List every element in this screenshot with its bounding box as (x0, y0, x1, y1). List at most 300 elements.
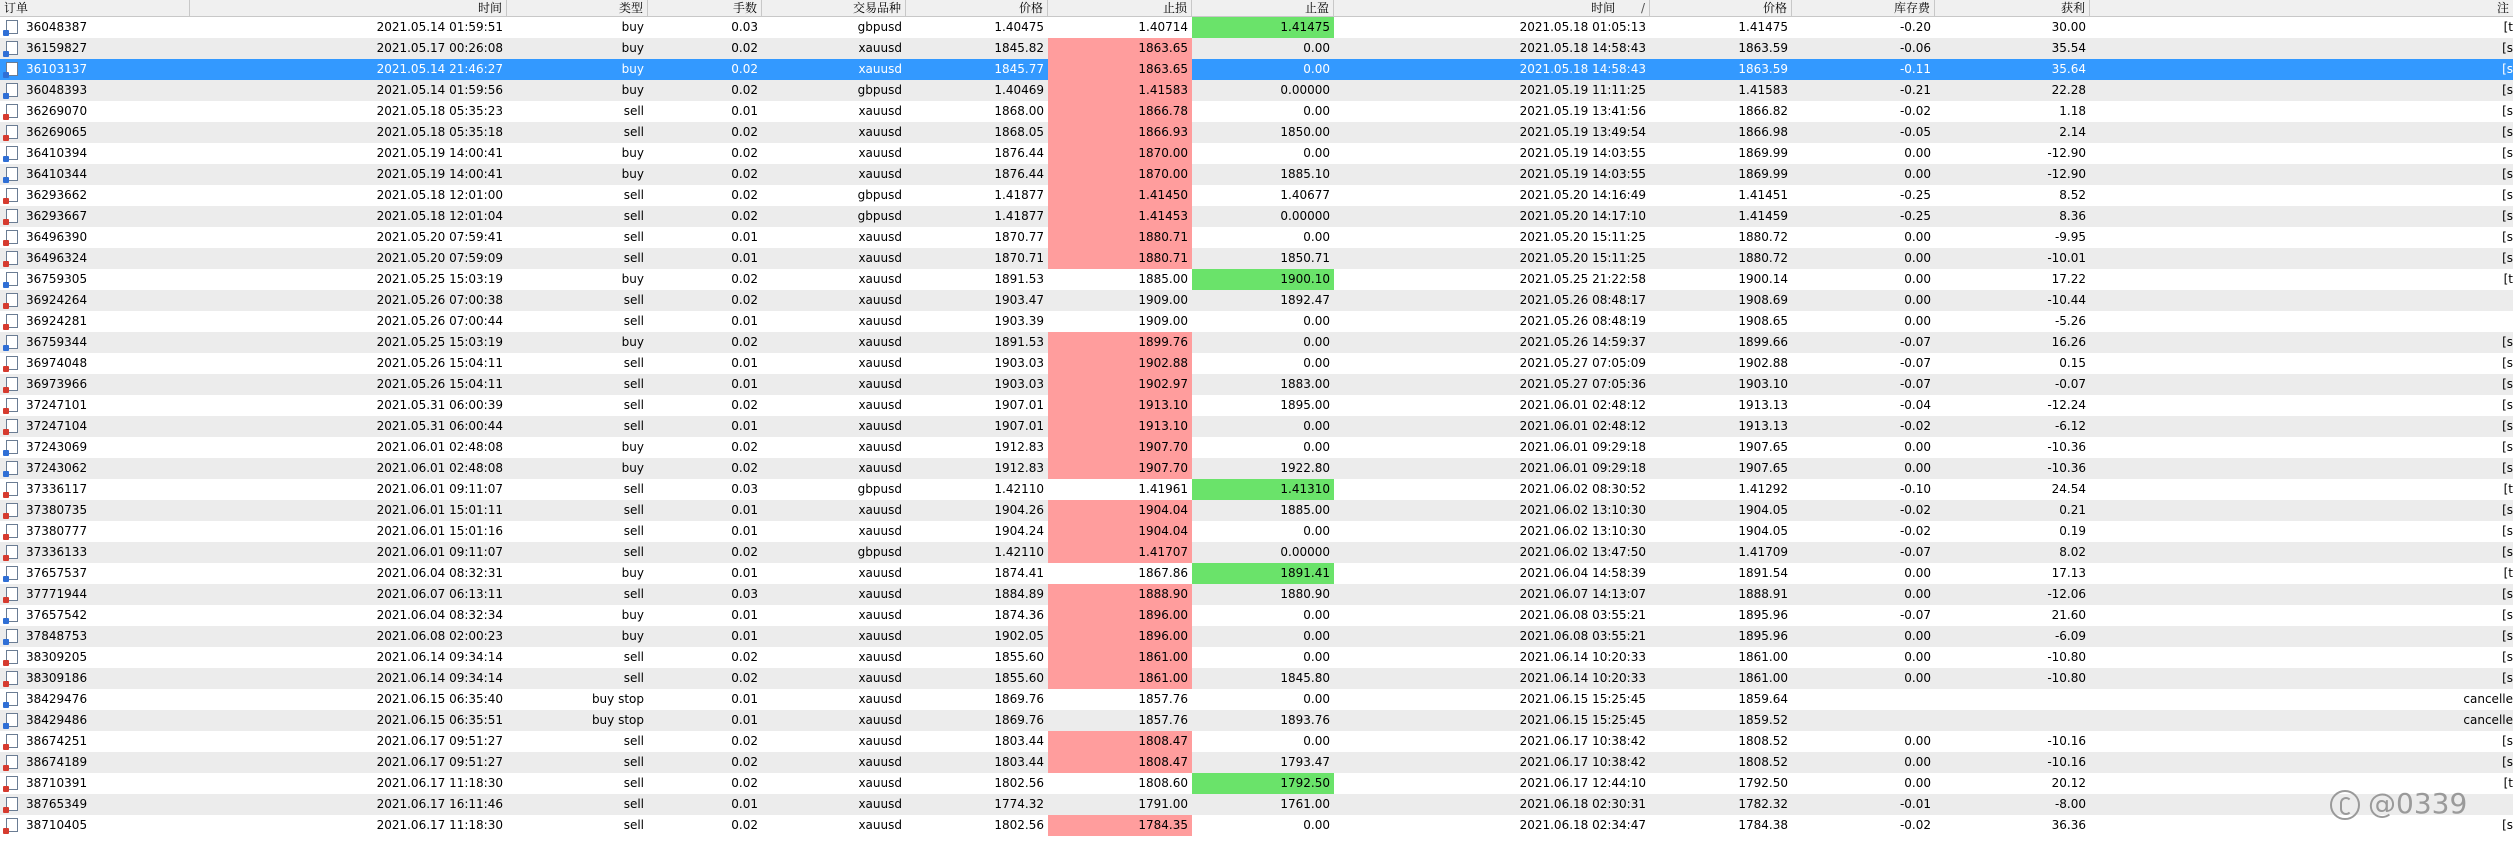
symbol-cell: xauusd (858, 650, 902, 664)
profit-cell: -10.80 (2047, 650, 2086, 664)
stop-loss-cell: 1913.10 (1048, 395, 1192, 416)
type-cell: buy (621, 461, 644, 475)
close-time-cell: 2021.06.01 09:29:18 (1519, 461, 1646, 475)
symbol-cell: gbpusd (857, 482, 902, 496)
open-time-cell: 2021.05.18 05:35:18 (376, 125, 503, 139)
comment-cell: [s (2502, 41, 2513, 55)
stop-loss-cell: 1857.76 (1138, 692, 1188, 706)
close-price-cell: 1869.99 (1738, 146, 1788, 160)
close-time-cell: 2021.05.18 01:05:13 (1519, 20, 1646, 34)
table-row[interactable] (0, 458, 2513, 479)
symbol-cell: xauusd (858, 608, 902, 622)
header-profit[interactable]: 获利 (1935, 0, 2090, 16)
close-price-cell: 1.41451 (1738, 188, 1788, 202)
swap-cell: 0.00 (1904, 146, 1931, 160)
table-row[interactable] (0, 563, 2513, 584)
type-cell: buy (621, 62, 644, 76)
take-profit-cell: 0.00 (1303, 104, 1330, 118)
open-time-cell: 2021.05.26 07:00:38 (376, 293, 503, 307)
take-profit-cell: 1.40677 (1280, 188, 1330, 202)
comment-cell: [s (2502, 335, 2513, 349)
lots-cell: 0.01 (731, 524, 758, 538)
lots-cell: 0.02 (731, 146, 758, 160)
order-cell: 37336133 (26, 545, 88, 559)
symbol-cell: xauusd (858, 797, 902, 811)
open-price-cell: 1774.32 (994, 797, 1044, 811)
take-profit-cell: 1893.76 (1280, 713, 1330, 727)
watermark-text: @0339 (2368, 787, 2468, 820)
table-row[interactable] (0, 416, 2513, 437)
comment-cell: [s (2502, 650, 2513, 664)
close-time-cell: 2021.06.02 13:10:30 (1519, 524, 1646, 538)
order-cell: 38710391 (26, 776, 88, 790)
profit-cell (1935, 710, 2090, 731)
open-price-cell: 1904.26 (994, 503, 1044, 517)
header-lots[interactable]: 手数 (648, 0, 762, 16)
symbol-cell: xauusd (858, 104, 902, 118)
swap-cell: 0.00 (1904, 167, 1931, 181)
table-row[interactable] (0, 647, 2513, 668)
profit-cell: 22.28 (2051, 83, 2086, 97)
symbol-cell: xauusd (858, 524, 902, 538)
close-price-cell: 1903.10 (1738, 377, 1788, 391)
take-profit-cell: 0.00 (1303, 62, 1330, 76)
open-price-cell: 1803.44 (994, 755, 1044, 769)
open-price-cell: 1903.03 (994, 377, 1044, 391)
order-cell: 37380777 (26, 524, 88, 538)
stop-loss-cell: 1885.00 (1138, 272, 1188, 286)
table-row[interactable] (0, 500, 2513, 521)
close-price-cell: 1895.96 (1738, 608, 1788, 622)
lots-cell: 0.01 (731, 713, 758, 727)
open-time-cell: 2021.05.26 15:04:11 (376, 356, 503, 370)
open-price-cell: 1912.83 (994, 461, 1044, 475)
comment-cell: [s (2502, 440, 2513, 454)
take-profit-cell: 1880.90 (1280, 587, 1330, 601)
close-time-cell: 2021.06.02 13:47:50 (1519, 545, 1646, 559)
type-cell: sell (623, 209, 644, 223)
swap-cell: 0.00 (1904, 755, 1931, 769)
open-price-cell: 1903.47 (994, 293, 1044, 307)
open-time-cell: 2021.05.19 14:00:41 (376, 167, 503, 181)
take-profit-cell: 0.00 (1303, 41, 1330, 55)
open-price-cell: 1803.44 (994, 734, 1044, 748)
symbol-cell: xauusd (858, 713, 902, 727)
lots-cell: 0.02 (731, 272, 758, 286)
stop-loss-cell: 1909.00 (1138, 293, 1188, 307)
close-time-cell: 2021.05.20 14:17:10 (1519, 209, 1646, 223)
open-time-cell: 2021.05.26 07:00:44 (376, 314, 503, 328)
symbol-cell: xauusd (858, 461, 902, 475)
table-row[interactable] (0, 164, 2513, 185)
take-profit-cell: 1850.00 (1280, 125, 1330, 139)
table-row[interactable] (0, 206, 2513, 227)
open-time-cell: 2021.06.04 08:32:34 (376, 608, 503, 622)
close-price-cell: 1866.82 (1738, 104, 1788, 118)
profit-cell: -12.90 (2047, 167, 2086, 181)
lots-cell: 0.01 (731, 503, 758, 517)
close-price-cell: 1907.65 (1738, 461, 1788, 475)
open-time-cell: 2021.05.20 07:59:09 (376, 251, 503, 265)
take-profit-cell: 1883.00 (1280, 377, 1330, 391)
take-profit-cell: 1.41475 (1192, 17, 1334, 38)
open-price-cell: 1904.24 (994, 524, 1044, 538)
close-time-cell: 2021.05.19 13:49:54 (1519, 125, 1646, 139)
table-row[interactable] (0, 80, 2513, 101)
profit-cell: -10.36 (2047, 440, 2086, 454)
close-price-cell: 1908.65 (1738, 314, 1788, 328)
type-cell: sell (623, 398, 644, 412)
symbol-cell: xauusd (858, 167, 902, 181)
type-cell: sell (623, 230, 644, 244)
table-header (0, 0, 2513, 17)
open-time-cell: 2021.05.26 15:04:11 (376, 377, 503, 391)
take-profit-cell: 0.00000 (1280, 545, 1330, 559)
order-cell: 38309205 (26, 650, 88, 664)
swap-cell: -0.02 (1899, 503, 1931, 517)
open-time-cell: 2021.06.04 08:32:31 (376, 566, 503, 580)
table-row[interactable] (0, 332, 2513, 353)
type-cell: sell (623, 776, 644, 790)
comment-cell: [s (2502, 356, 2513, 370)
swap-cell: 0.00 (1904, 629, 1931, 643)
table-row[interactable] (0, 311, 2513, 332)
header-sl[interactable]: 止损 (1048, 0, 1192, 16)
type-cell: sell (623, 503, 644, 517)
open-time-cell: 2021.05.31 06:00:44 (376, 419, 503, 433)
stop-loss-cell: 1896.00 (1048, 605, 1192, 626)
lots-cell: 0.02 (731, 671, 758, 685)
table-row[interactable] (0, 668, 2513, 689)
comment-cell: [s (2502, 377, 2513, 391)
swap-cell: -0.07 (1899, 545, 1931, 559)
open-price-cell: 1907.01 (994, 398, 1044, 412)
open-price-cell: 1874.41 (994, 566, 1044, 580)
close-price-cell: 1859.64 (1738, 692, 1788, 706)
table-row[interactable] (0, 17, 2513, 38)
type-cell: sell (623, 419, 644, 433)
header-open-time[interactable]: 时间 (190, 0, 507, 16)
comment-cell: [s (2502, 818, 2513, 832)
stop-loss-cell: 1863.65 (1048, 38, 1192, 59)
header-swap[interactable]: 库存费 (1792, 0, 1935, 16)
table-row[interactable] (0, 269, 2513, 290)
order-cell: 36924281 (26, 314, 88, 328)
symbol-cell: xauusd (858, 629, 902, 643)
table-row[interactable] (0, 374, 2513, 395)
lots-cell: 0.02 (731, 293, 758, 307)
open-time-cell: 2021.05.14 01:59:51 (376, 20, 503, 34)
type-cell: sell (623, 125, 644, 139)
open-price-cell: 1868.05 (994, 125, 1044, 139)
take-profit-cell: 0.00 (1303, 818, 1330, 832)
comment-cell: [t (2503, 566, 2513, 580)
close-price-cell: 1.41583 (1738, 83, 1788, 97)
profit-cell: -10.80 (2047, 671, 2086, 685)
lots-cell: 0.02 (731, 167, 758, 181)
stop-loss-cell: 1808.47 (1048, 731, 1192, 752)
lots-cell: 0.02 (731, 755, 758, 769)
close-price-cell: 1904.05 (1738, 503, 1788, 517)
close-time-cell: 2021.05.26 08:48:19 (1519, 314, 1646, 328)
close-price-cell: 1880.72 (1738, 251, 1788, 265)
type-cell: sell (623, 356, 644, 370)
lots-cell: 0.02 (731, 440, 758, 454)
profit-cell: 35.64 (2051, 62, 2086, 76)
header-tp[interactable]: 止盈 (1192, 0, 1334, 16)
stop-loss-cell: 1.40714 (1138, 20, 1188, 34)
header-open-price[interactable]: 价格 (906, 0, 1048, 16)
header-close-price[interactable]: 价格 (1650, 0, 1792, 16)
header-symbol[interactable]: 交易品种 (762, 0, 906, 16)
comment-cell: [s (2502, 419, 2513, 433)
take-profit-cell: 0.00 (1303, 692, 1330, 706)
swap-cell: -0.07 (1899, 377, 1931, 391)
open-time-cell: 2021.05.14 21:46:27 (376, 62, 503, 76)
swap-cell (1792, 689, 1935, 710)
table-row[interactable] (0, 710, 2513, 731)
close-price-cell: 1.41709 (1738, 545, 1788, 559)
type-cell: sell (623, 755, 644, 769)
comment-cell: [t (2503, 20, 2513, 34)
symbol-cell: xauusd (858, 398, 902, 412)
header-comment[interactable]: 注 (2496, 1, 2509, 15)
open-time-cell: 2021.05.31 06:00:39 (376, 398, 503, 412)
take-profit-cell: 0.00 (1303, 650, 1330, 664)
open-time-cell: 2021.06.17 11:18:30 (376, 776, 503, 790)
open-time-cell: 2021.06.01 09:11:07 (376, 482, 503, 496)
take-profit-cell: 1792.50 (1192, 773, 1334, 794)
table-row[interactable] (0, 479, 2513, 500)
take-profit-cell: 1761.00 (1280, 797, 1330, 811)
order-cell: 37336117 (26, 482, 88, 496)
table-row[interactable] (0, 59, 2513, 80)
stop-loss-cell: 1913.10 (1048, 416, 1192, 437)
stop-loss-cell: 1907.70 (1048, 458, 1192, 479)
swap-cell: -0.25 (1899, 209, 1931, 223)
close-price-cell: 1866.98 (1738, 125, 1788, 139)
lots-cell: 0.01 (731, 104, 758, 118)
symbol-cell: xauusd (858, 818, 902, 832)
close-price-cell: 1913.13 (1738, 398, 1788, 412)
stop-loss-cell: 1880.71 (1048, 227, 1192, 248)
close-price-cell: 1808.52 (1738, 755, 1788, 769)
table-row[interactable] (0, 290, 2513, 311)
profit-cell: -10.01 (2047, 251, 2086, 265)
table-row[interactable] (0, 38, 2513, 59)
close-time-cell: 2021.06.14 10:20:33 (1519, 650, 1646, 664)
open-price-cell: 1884.89 (994, 587, 1044, 601)
table-row[interactable] (0, 773, 2513, 794)
table-row[interactable] (0, 395, 2513, 416)
table-row[interactable] (0, 353, 2513, 374)
open-price-cell: 1870.71 (994, 251, 1044, 265)
type-cell: sell (623, 293, 644, 307)
open-price-cell: 1903.39 (994, 314, 1044, 328)
symbol-cell: xauusd (858, 272, 902, 286)
profit-cell: 17.13 (2051, 566, 2086, 580)
profit-cell: -10.16 (2047, 734, 2086, 748)
lots-cell: 0.02 (731, 545, 758, 559)
stop-loss-cell: 1808.47 (1048, 752, 1192, 773)
swap-cell: 0.00 (1904, 293, 1931, 307)
comment-cell: cancelle (2463, 692, 2513, 706)
open-price-cell: 1845.77 (994, 62, 1044, 76)
take-profit-cell: 0.00 (1303, 335, 1330, 349)
type-cell: sell (623, 188, 644, 202)
open-price-cell: 1.42110 (994, 545, 1044, 559)
swap-cell: -0.07 (1899, 608, 1931, 622)
table-row[interactable] (0, 626, 2513, 647)
table-row[interactable] (0, 521, 2513, 542)
profit-cell: 0.15 (2059, 356, 2086, 370)
comment-cell: [s (2502, 83, 2513, 97)
open-time-cell: 2021.05.25 15:03:19 (376, 335, 503, 349)
swap-cell (1792, 710, 1935, 731)
close-price-cell: 1895.96 (1738, 629, 1788, 643)
table-row[interactable] (0, 794, 2513, 815)
table-row[interactable] (0, 605, 2513, 626)
order-cell: 36974048 (26, 356, 88, 370)
header-order[interactable]: 订单 (0, 0, 190, 16)
open-time-cell: 2021.06.14 09:34:14 (376, 671, 503, 685)
take-profit-cell: 0.00 (1303, 608, 1330, 622)
symbol-cell: gbpusd (857, 20, 902, 34)
stop-loss-cell: 1896.00 (1048, 626, 1192, 647)
stop-loss-cell: 1863.65 (1048, 59, 1192, 80)
lots-cell: 0.02 (731, 335, 758, 349)
order-cell: 37771944 (26, 587, 88, 601)
open-price-cell: 1.41877 (994, 188, 1044, 202)
table-row[interactable] (0, 101, 2513, 122)
table-row[interactable] (0, 248, 2513, 269)
table-row[interactable] (0, 227, 2513, 248)
table-row[interactable] (0, 731, 2513, 752)
table-row[interactable] (0, 815, 2513, 836)
open-price-cell: 1891.53 (994, 335, 1044, 349)
symbol-cell: xauusd (858, 692, 902, 706)
stop-loss-cell: 1904.04 (1048, 521, 1192, 542)
take-profit-cell: 0.00 (1303, 230, 1330, 244)
take-profit-cell: 1885.10 (1280, 167, 1330, 181)
stop-loss-cell: 1902.97 (1048, 374, 1192, 395)
lots-cell: 0.01 (731, 419, 758, 433)
take-profit-cell: 1845.80 (1280, 671, 1330, 685)
profit-cell: -6.09 (2054, 629, 2086, 643)
table-row[interactable] (0, 122, 2513, 143)
order-cell: 38674189 (26, 755, 88, 769)
close-price-cell: 1861.00 (1738, 650, 1788, 664)
profit-cell: 20.12 (2051, 776, 2086, 790)
order-cell: 38674251 (26, 734, 88, 748)
order-cell: 36269070 (26, 104, 88, 118)
open-time-cell: 2021.06.01 15:01:11 (376, 503, 503, 517)
open-price-cell: 1907.01 (994, 419, 1044, 433)
close-time-cell: 2021.06.08 03:55:21 (1519, 608, 1646, 622)
open-time-cell: 2021.06.01 02:48:08 (376, 440, 503, 454)
type-cell: buy stop (591, 692, 644, 706)
profit-cell: 8.52 (2059, 188, 2086, 202)
table-row[interactable] (0, 185, 2513, 206)
table-row[interactable] (0, 689, 2513, 710)
order-cell: 37247104 (26, 419, 88, 433)
stop-loss-cell: 1904.04 (1048, 500, 1192, 521)
type-cell: buy (621, 41, 644, 55)
symbol-cell: xauusd (858, 377, 902, 391)
header-close-time[interactable] (1334, 0, 1650, 16)
open-time-cell: 2021.06.14 09:34:14 (376, 650, 503, 664)
profit-cell: -12.90 (2047, 146, 2086, 160)
header-type[interactable]: 类型 (507, 0, 648, 16)
symbol-cell: xauusd (858, 419, 902, 433)
profit-cell: -6.12 (2054, 419, 2086, 433)
symbol-cell: gbpusd (857, 209, 902, 223)
swap-cell: -0.02 (1899, 419, 1931, 433)
close-price-cell: 1899.66 (1738, 335, 1788, 349)
take-profit-cell: 1891.41 (1192, 563, 1334, 584)
close-time-cell: 2021.05.19 13:41:56 (1519, 104, 1646, 118)
symbol-cell: xauusd (858, 41, 902, 55)
close-price-cell: 1863.59 (1738, 41, 1788, 55)
open-time-cell: 2021.05.19 14:00:41 (376, 146, 503, 160)
stop-loss-cell: 1909.00 (1138, 314, 1188, 328)
symbol-cell: xauusd (858, 671, 902, 685)
close-time-cell: 2021.06.07 14:13:07 (1519, 587, 1646, 601)
table-row[interactable] (0, 584, 2513, 605)
stop-loss-cell: 1902.88 (1048, 353, 1192, 374)
table-row[interactable] (0, 437, 2513, 458)
swap-cell: -0.01 (1899, 797, 1931, 811)
comment-cell: [s (2502, 398, 2513, 412)
table-row[interactable] (0, 143, 2513, 164)
open-time-cell: 2021.06.15 06:35:51 (376, 713, 503, 727)
comment-cell: [s (2502, 209, 2513, 223)
order-cell: 36159827 (26, 41, 88, 55)
lots-cell: 0.02 (731, 398, 758, 412)
swap-cell: -0.02 (1899, 104, 1931, 118)
lots-cell: 0.01 (731, 251, 758, 265)
close-time-cell: 2021.05.18 14:58:43 (1519, 62, 1646, 76)
close-price-cell: 1891.54 (1738, 566, 1788, 580)
close-time-cell: 2021.05.20 15:11:25 (1519, 230, 1646, 244)
close-time-cell: 2021.06.18 02:30:31 (1519, 797, 1646, 811)
take-profit-cell: 0.00 (1303, 314, 1330, 328)
close-time-cell: 2021.06.17 10:38:42 (1519, 755, 1646, 769)
table-row[interactable] (0, 542, 2513, 563)
lots-cell: 0.02 (731, 818, 758, 832)
comment-cell: [s (2502, 503, 2513, 517)
lots-cell: 0.01 (731, 692, 758, 706)
comment-cell: [s (2502, 587, 2513, 601)
open-price-cell: 1902.05 (994, 629, 1044, 643)
comment-cell: [s (2502, 146, 2513, 160)
symbol-cell: xauusd (858, 503, 902, 517)
take-profit-cell: 0.00000 (1280, 209, 1330, 223)
symbol-cell: xauusd (858, 734, 902, 748)
symbol-cell: xauusd (858, 146, 902, 160)
symbol-cell: xauusd (858, 62, 902, 76)
comment-cell: [s (2502, 545, 2513, 559)
close-price-cell: 1863.59 (1738, 62, 1788, 76)
close-price-cell: 1.41459 (1738, 209, 1788, 223)
comment-cell: [t (2503, 776, 2513, 790)
type-cell: sell (623, 587, 644, 601)
type-cell: sell (623, 734, 644, 748)
profit-cell: -5.26 (2054, 314, 2086, 328)
profit-cell: 2.14 (2059, 125, 2086, 139)
close-time-cell: 2021.06.04 14:58:39 (1519, 566, 1646, 580)
table-row[interactable] (0, 752, 2513, 773)
